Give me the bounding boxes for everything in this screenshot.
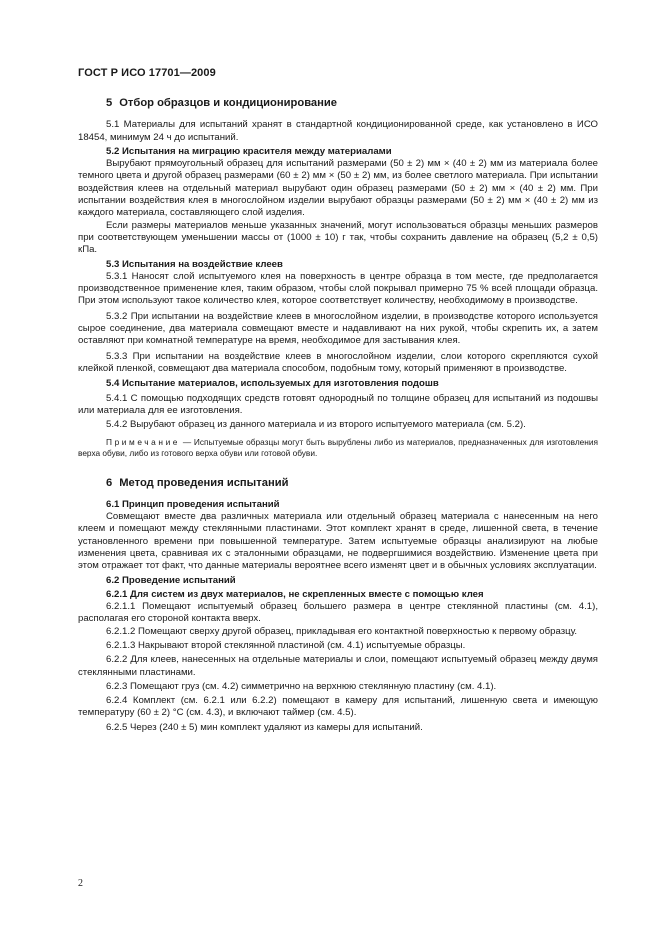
paragraph-5-2-b: Если размеры материалов меньше указанных значений, могут использоваться образцы меньших размеров при соответствующем уменьшении массы от (1000 ± 10) г так, чтобы сохранить давление на образец (5,2 ± 0,5) кПа. [78, 219, 598, 256]
paragraph-6-1: Совмещают вместе два различных материала или отдельный образец материала с нанесенным на него клеем и помещают между стеклянными пластинами. Этот комплект хранят в среде, лишенной света, в течение установленного времени при повышенной температуре. Затем испытуемые образцы анализируют на любые изменения цвета, сравнивая их с эталонными образцами, не подвергшимися воздействию. Изменение цвета при этом отражает тот факт, что данные материалы вероятнее всего изменят цвет и в обычных условиях эксплуатации. [78, 511, 598, 572]
paragraph-6-2-4: 6.2.4 Комплект (см. 6.2.1 или 6.2.2) помещают в камеру для испытаний, лишенную света и имеющую температуру (60 ± 2) °С (см. 4.3), и включают таймер (см. 4.5). [78, 695, 598, 719]
page-number: 2 [78, 878, 83, 889]
section-6-heading [78, 477, 598, 489]
section-title: Отбор образцов и кондиционирование [119, 97, 338, 109]
paragraph-6-2-2: 6.2.2 Для клеев, нанесенных на отдельные материалы и слои, помещают испытуемый образец между двумя стеклянными пластинами. [78, 654, 598, 678]
subsection-5-3-heading: 5.3 Испытания на воздействие клеев [106, 258, 283, 270]
paragraph-6-2-1-1: 6.2.1.1 Помещают испытуемый образец большего размера в центре стеклянной пластины (см. 4.1), располагая его стороной контакта вверх. [78, 601, 598, 625]
note-label: Примечание [106, 437, 181, 448]
subsection-6-1-heading: 6.1 Принцип проведения испытаний [106, 498, 280, 510]
page-content [78, 97, 598, 734]
paragraph-5-4-1: 5.4.1 С помощью подходящих средств готовят однородный по толщине образец для испытаний из подошвы или материала для ее изготовления. [78, 392, 598, 416]
subsection-6-2-1-heading: 6.2.1 Для систем из двух материалов, не скрепленных вместе с помощью клея [106, 588, 484, 600]
note [78, 437, 598, 459]
paragraph-5-3-2: 5.3.2 При испытании на воздействие клеев в многослойном изделии, в производстве которого используется сырое соединение, два материала совмещают вместе и надавливают на них рукой, чтобы скрепить их, а затем оставляют при комнатной температуре на время, необходимое для застывания клея. [78, 310, 598, 347]
section-number: 6 [106, 477, 113, 490]
paragraph-5-4-2: 5.4.2 Вырубают образец из данного материала и из второго испытуемого материала (см. 5.2). [106, 419, 526, 431]
paragraph-6-2-1-2: 6.2.1.2 Помещают сверху другой образец, прикладывая его контактной поверхностью к первому образцу. [106, 625, 578, 637]
section-title: Метод проведения испытаний [119, 477, 289, 490]
paragraph-6-2-1-3: 6.2.1.3 Накрывают второй стеклянной пластиной (см. 4.1) испытуемые образцы. [106, 639, 466, 651]
section-number: 5 [106, 97, 113, 109]
paragraph-6-2-3: 6.2.3 Помещают груз (см. 4.2) симметрично на верхнюю стеклянную пластину (см. 4.1). [106, 680, 497, 692]
subsection-5-2-heading: 5.2 Испытания на миграцию красителя между материалами [106, 145, 392, 157]
document-header: ГОСТ Р ИСО 17701—2009 [78, 67, 216, 79]
paragraph-5-2-a: Вырубают прямоугольный образец для испытаний размерами (50 ± 2) мм × (40 ± 2) мм из материала более темного цвета и другой образец размерами (60 ± 2) мм × (50 ± 2) мм, из более светлого материала. При испытании воздействия клеев на отдельный материал вырубают один образец размерами (50 ± 2) мм × (40 ± 2) мм. При испытании воздействия клея в многослойном изделии вырубают образцы размерами (50 ± 2) мм × (40 ± 2) мм из каждого материала, составляющего слой изделия. [78, 158, 598, 219]
note-text: — Испытуемые образцы могут быть вырублены либо из материалов, предназначенных для изготовления верха обуви, либо из готового верха обуви или готовой обуви. [78, 437, 598, 459]
paragraph-5-3-3: 5.3.3 При испытании на воздействие клеев в многослойном изделии, слои которого скрепляются сухой клейкой пленкой, совмещают два материала способом, подобным тому, который применяют в производстве. [78, 350, 598, 374]
subsection-6-2-heading: 6.2 Проведение испытаний [106, 574, 236, 586]
subsection-5-4-heading: 5.4 Испытание материалов, используемых для изготовления подошв [106, 378, 439, 390]
paragraph-6-2-5: 6.2.5 Через (240 ± 5) мин комплект удаляют из камеры для испытаний. [106, 721, 423, 733]
paragraph-5-1: 5.1 Материалы для испытаний хранят в стандартной кондиционированной среде, как установлено в ИСО 18454, минимум 24 ч до испытаний. [78, 119, 598, 143]
section-5-heading [78, 97, 598, 109]
paragraph-5-3-1: 5.3.1 Наносят слой испытуемого клея на поверхность в центре образца в том месте, где предполагается производственное применение клея, таким образом, чтобы слой покрывал примерно 75 % всей площади образца. При этом используют такое количество клея, которое соответствует количеству, необходимому в производстве. [78, 270, 598, 307]
